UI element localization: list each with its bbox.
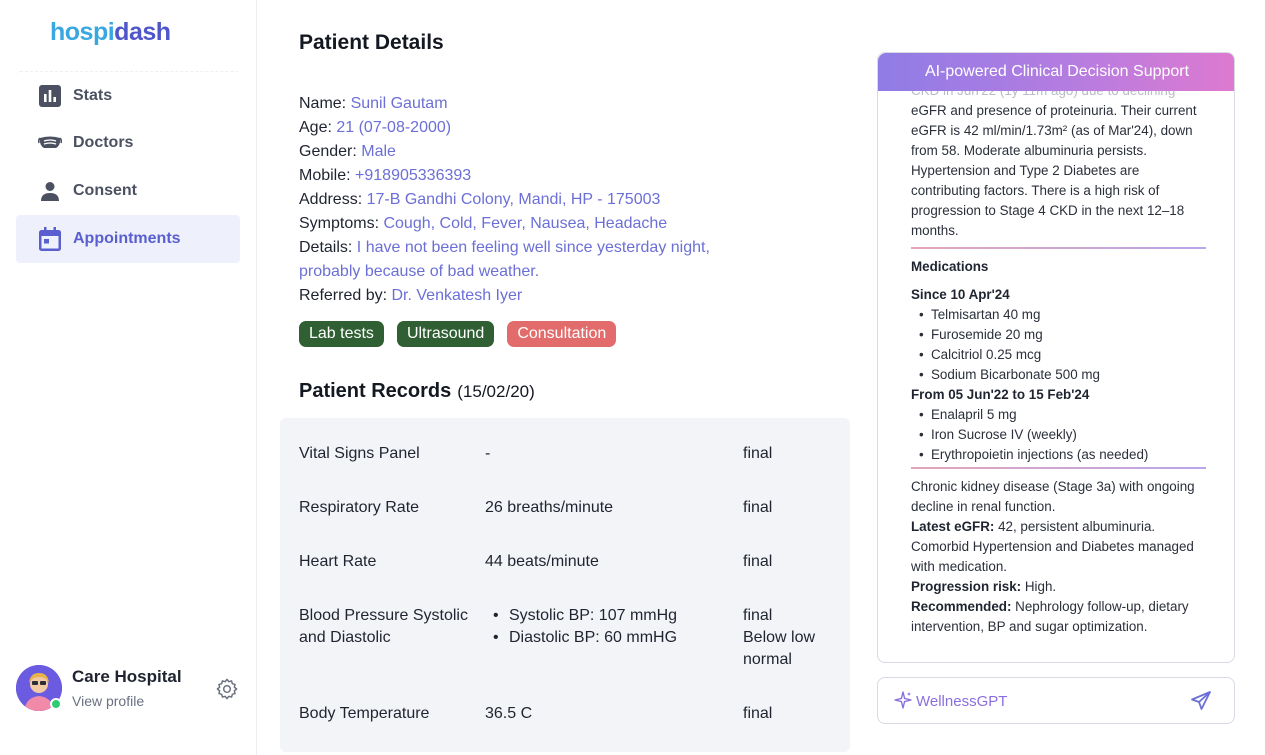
divider: [911, 247, 1206, 249]
detail-address: [299, 188, 769, 212]
list-item: • Sodium Bicarbonate 500 mg: [911, 365, 1206, 385]
records-title-text: Patient Records: [299, 380, 452, 402]
view-profile-link[interactable]: View profile: [72, 693, 145, 709]
sidebar-nav: [16, 71, 240, 263]
list-item: • Diastolic BP: 60 mmHG: [485, 627, 735, 649]
online-status-dot: [50, 698, 62, 710]
record-value: 44 beats/minute: [485, 553, 599, 570]
list-item: • Iron Sucrose IV (weekly): [911, 425, 1206, 445]
detail-value: +918905336393: [355, 167, 472, 184]
sidebar: [0, 0, 257, 755]
main-content: [280, 0, 855, 755]
record-name: Respiratory Rate: [299, 499, 420, 516]
ai-decision-support-panel[interactable]: [877, 52, 1235, 663]
since-medications-list: [911, 305, 1206, 385]
sidebar-item-doctors[interactable]: [16, 119, 240, 167]
logo-part1: hospi: [50, 18, 115, 46]
gear-icon[interactable]: [216, 678, 240, 702]
records-table: [280, 418, 850, 752]
mask-icon: [38, 131, 62, 155]
detail-name: [299, 92, 769, 116]
record-status: final: [743, 499, 773, 516]
sidebar-item-appointments[interactable]: [16, 215, 240, 263]
detail-gender: [299, 140, 769, 164]
detail-symptoms: [299, 212, 769, 236]
profile-card[interactable]: [16, 664, 246, 714]
recommended-text: Nephrology follow-up, dietary intervention, BP and sugar optimization.: [911, 599, 1189, 634]
since-label: Since 10 Apr'24: [911, 287, 1010, 302]
tag-lab-tests[interactable]: Lab tests: [299, 321, 384, 347]
ai-summary-text: eGFR and presence of proteinuria. Their current eGFR is 42 ml/min/1.73m² (as of Mar'24), down from 58. Moderate albuminuria persists. Hypertension and Type 2 Diabetes are contributing factors. There is a high risk of progression to Stage 4 CKD in the next 12–18 months.: [911, 103, 1197, 238]
record-status: final: [743, 705, 773, 722]
list-item: • Enalapril 5 mg: [911, 405, 1206, 425]
divider: [911, 467, 1206, 469]
detail-label: Name:: [299, 95, 351, 112]
record-value: -: [485, 445, 491, 462]
tag-ultrasound[interactable]: Ultrasound: [397, 321, 494, 347]
records-date: (15/02/20): [457, 382, 535, 401]
detail-value: Male: [361, 143, 396, 160]
record-name: Vital Signs Panel: [299, 445, 420, 462]
list-item: • Furosemide 20 mg: [911, 325, 1206, 345]
service-tags: [299, 321, 616, 347]
list-item: • Erythropoietin injections (as needed): [911, 445, 1206, 465]
detail-label: Referred by:: [299, 287, 392, 304]
record-name: Blood Pressure Systolic and Diastolic: [299, 607, 468, 646]
ai-risk: [911, 577, 1206, 597]
patient-details: [299, 92, 769, 308]
record-status: [743, 605, 843, 671]
record-status-note: Below low normal: [743, 629, 816, 668]
bar-chart-icon: [38, 84, 62, 108]
ai-egfr: [911, 517, 1206, 577]
record-status: final: [743, 553, 773, 570]
page-title: Patient Details: [299, 31, 444, 54]
record-name: Body Temperature: [299, 705, 430, 722]
record-values-list: [485, 605, 735, 649]
detail-mobile: [299, 164, 769, 188]
recommended-label: Recommended:: [911, 599, 1012, 614]
ai-panel-content: [911, 93, 1206, 649]
detail-referred-by: [299, 284, 769, 308]
chat-input-box[interactable]: [877, 677, 1235, 724]
profile-name: Care Hospital: [72, 667, 182, 686]
list-item: • Telmisartan 40 mg: [911, 305, 1206, 325]
detail-label: Age:: [299, 119, 337, 136]
records-title: [299, 380, 535, 403]
detail-value: I have not been feeling well since yesterday night, probably because of bad weather.: [299, 239, 710, 280]
person-icon: [38, 179, 62, 203]
detail-label: Details:: [299, 239, 357, 256]
ai-summary: [911, 81, 1206, 637]
risk-text: High.: [1021, 579, 1057, 594]
detail-label: Gender:: [299, 143, 362, 160]
list-item: • Systolic BP: 107 mmHg: [485, 605, 735, 627]
wellness-gpt-input[interactable]: [916, 690, 1186, 712]
detail-value: Cough, Cold, Fever, Nausea, Headache: [383, 215, 668, 232]
from-label: From 05 Jun'22 to 15 Feb'24: [911, 387, 1090, 402]
sidebar-item-label: Appointments: [73, 230, 181, 247]
sidebar-item-label: Stats: [73, 86, 113, 104]
sidebar-item-consent[interactable]: [16, 167, 240, 215]
sparkle-icon: [894, 691, 912, 709]
send-icon[interactable]: [1190, 690, 1212, 712]
detail-label: Mobile:: [299, 167, 356, 184]
medications-title: Medications: [911, 259, 989, 274]
sidebar-item-label: Doctors: [73, 134, 134, 151]
detail-value: Sunil Gautam: [350, 95, 448, 112]
record-value: 26 breaths/minute: [485, 499, 614, 516]
egfr-text: 42, persistent albuminuria. Comorbid Hypertension and Diabetes managed with medication.: [911, 519, 1194, 574]
record-status: final: [743, 445, 773, 462]
detail-value: 21 (07-08-2000): [336, 119, 452, 136]
record-name: Heart Rate: [299, 553, 377, 570]
record-status-text: final: [743, 607, 773, 624]
table-row: [299, 605, 839, 675]
risk-label: Progression risk:: [911, 579, 1022, 594]
detail-details: [299, 236, 769, 284]
ai-panel-title: AI-powered Clinical Decision Support: [878, 53, 1235, 91]
detail-value: 17-B Gandhi Colony, Mandi, HP - 175003: [366, 191, 661, 208]
ai-diagnosis: Chronic kidney disease (Stage 3a) with ongoing decline in renal function.: [911, 479, 1195, 514]
tag-consultation[interactable]: Consultation: [507, 321, 616, 347]
sidebar-item-label: Consent: [73, 182, 137, 199]
detail-label: Address:: [299, 191, 367, 208]
egfr-label: Latest eGFR:: [911, 519, 995, 534]
list-item: • Calcitriol 0.25 mcg: [911, 345, 1206, 365]
detail-age: [299, 116, 769, 140]
logo-part2: dash: [114, 18, 171, 46]
sidebar-item-stats[interactable]: [16, 71, 240, 119]
calendar-icon: [38, 227, 62, 251]
detail-value: Dr. Venkatesh Iyer: [391, 287, 523, 304]
record-value: 36.5 C: [485, 705, 533, 722]
detail-label: Symptoms:: [299, 215, 384, 232]
from-medications-list: [911, 405, 1206, 465]
app-logo[interactable]: [50, 18, 171, 47]
ai-recommended: [911, 597, 1206, 637]
